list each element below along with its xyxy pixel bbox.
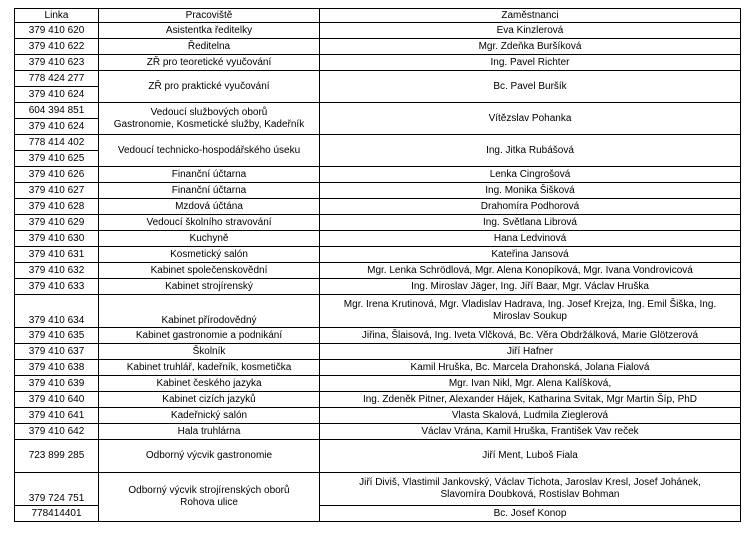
- cell-zamestnanci: Jiří Ment, Luboš Fiala: [320, 440, 741, 473]
- cell-linka: 379 410 630: [15, 231, 99, 247]
- cell-pracoviste: Kabinet společenskovědní: [99, 263, 320, 279]
- cell-pracoviste: [99, 103, 320, 135]
- table-row: [15, 328, 741, 344]
- cell-linka: 379 410 625: [15, 151, 99, 167]
- table-row: [15, 39, 741, 55]
- cell-linka: 379 410 629: [15, 215, 99, 231]
- cell-pracoviste: Vedoucí technicko-hospodářského úseku: [99, 135, 320, 167]
- cell-pracoviste: Kabinet strojírenský: [99, 279, 320, 295]
- cell-pracoviste: Kosmetický salón: [99, 247, 320, 263]
- table-row: [15, 231, 741, 247]
- cell-linka: 604 394 851: [15, 103, 99, 119]
- cell-pracoviste: Finanční účtarna: [99, 167, 320, 183]
- cell-zamestnanci: [320, 295, 741, 328]
- cell-linka: 379 410 628: [15, 199, 99, 215]
- cell-linka: 379 410 624: [15, 87, 99, 103]
- cell-zamestnanci: Mgr. Lenka Schrödlová, Mgr. Alena Konopíková, Mgr. Ivana Vondrovicová: [320, 263, 741, 279]
- table-row: [15, 424, 741, 440]
- cell-linka: 723 899 285: [15, 440, 99, 473]
- cell-linka: 379 410 633: [15, 279, 99, 295]
- cell-pracoviste: Kabinet truhlář, kadeřník, kosmetička: [99, 360, 320, 376]
- cell-zamestnanci: Hana Ledvinová: [320, 231, 741, 247]
- table-row: [15, 167, 741, 183]
- table-row: [15, 408, 741, 424]
- zamestnanci-line: Miroslav Soukup: [493, 311, 567, 322]
- pracoviste-line: Rohova ulice: [180, 497, 238, 508]
- header-linka: Linka: [15, 9, 99, 23]
- cell-pracoviste: Kabinet gastronomie a podnikání: [99, 328, 320, 344]
- cell-pracoviste: ZŘ pro praktické vyučování: [99, 71, 320, 103]
- table-row: [15, 263, 741, 279]
- cell-zamestnanci: Lenka Cingrošová: [320, 167, 741, 183]
- cell-linka: 778 414 402: [15, 135, 99, 151]
- cell-linka: 379 410 642: [15, 424, 99, 440]
- table-row: [15, 135, 741, 151]
- cell-linka: 379 410 627: [15, 183, 99, 199]
- cell-pracoviste: Ředitelna: [99, 39, 320, 55]
- table-row: [15, 360, 741, 376]
- table-row: [15, 215, 741, 231]
- cell-linka: 379 410 632: [15, 263, 99, 279]
- cell-linka: 379 410 626: [15, 167, 99, 183]
- table-row: [15, 199, 741, 215]
- cell-linka: 379 410 637: [15, 344, 99, 360]
- pracoviste-line: Vedoucí službových oborů: [150, 106, 268, 118]
- cell-zamestnanci: Jiřina, Šlaisová, Ing. Iveta Vlčková, Bc. Věra Obdržálková, Marie Glötzerová: [320, 328, 741, 344]
- table-row: [15, 376, 741, 392]
- cell-zamestnanci: Ing. Jitka Rubášová: [320, 135, 741, 167]
- cell-zamestnanci: Ing. Monika Šišková: [320, 183, 741, 199]
- cell-linka: 379 410 631: [15, 247, 99, 263]
- cell-pracoviste: Hala truhlárna: [99, 424, 320, 440]
- cell-linka: 379 410 641: [15, 408, 99, 424]
- cell-zamestnanci: Eva Kinzlerová: [320, 23, 741, 39]
- table-row: [15, 247, 741, 263]
- cell-zamestnanci: Vlasta Skalová, Ludmila Zieglerová: [320, 408, 741, 424]
- cell-pracoviste: [99, 473, 320, 522]
- cell-linka: 379 410 624: [15, 119, 99, 135]
- cell-zamestnanci: Mgr. Zdeňka Buršíková: [320, 39, 741, 55]
- cell-zamestnanci: Bc. Pavel Buršík: [320, 71, 741, 103]
- cell-zamestnanci: Drahomíra Podhorová: [320, 199, 741, 215]
- cell-linka: 778414401: [15, 506, 99, 522]
- pracoviste-line: Odborný výcvik strojírenských oborů: [128, 485, 290, 496]
- cell-zamestnanci: Kamil Hruška, Bc. Marcela Drahonská, Jolana Fialová: [320, 360, 741, 376]
- cell-zamestnanci: Bc. Josef Konop: [320, 506, 741, 522]
- table-row: [15, 103, 741, 119]
- cell-pracoviste: Vedoucí školního stravování: [99, 215, 320, 231]
- cell-linka: 379 410 620: [15, 23, 99, 39]
- table-row: [15, 71, 741, 87]
- cell-pracoviste: Mzdová účtána: [99, 199, 320, 215]
- cell-zamestnanci: Vítězslav Pohanka: [320, 103, 741, 135]
- header-zamestnanci: Zaměstnanci: [320, 9, 741, 23]
- cell-zamestnanci: Ing. Miroslav Jäger, Ing. Jiří Baar, Mgr. Václav Hruška: [320, 279, 741, 295]
- cell-linka: 379 410 622: [15, 39, 99, 55]
- table-row: [15, 392, 741, 408]
- cell-pracoviste: Kuchyně: [99, 231, 320, 247]
- cell-linka: 379 410 634: [15, 295, 99, 328]
- cell-linka: 379 724 751: [15, 473, 99, 506]
- cell-pracoviste: ZŘ pro teoretické vyučování: [99, 55, 320, 71]
- cell-zamestnanci: Mgr. Ivan Nikl, Mgr. Alena Kalíšková,: [320, 376, 741, 392]
- zamestnanci-line: Slavomíra Doubková, Rostislav Bohman: [440, 489, 620, 500]
- cell-pracoviste: Kadeřnický salón: [99, 408, 320, 424]
- phone-directory-table: [14, 8, 741, 522]
- cell-linka: 379 410 639: [15, 376, 99, 392]
- cell-pracoviste: Odborný výcvik gastronomie: [99, 440, 320, 473]
- cell-linka: 778 424 277: [15, 71, 99, 87]
- cell-pracoviste: Finanční účtarna: [99, 183, 320, 199]
- table-row: [15, 23, 741, 39]
- cell-zamestnanci: Ing. Zdeněk Pitner, Alexander Hájek, Katharina Svitak, Mgr Martin Šíp, PhD: [320, 392, 741, 408]
- cell-linka: 379 410 638: [15, 360, 99, 376]
- cell-linka: 379 410 640: [15, 392, 99, 408]
- cell-pracoviste: Kabinet přírodovědný: [99, 295, 320, 328]
- table-row: [15, 183, 741, 199]
- cell-linka: 379 410 623: [15, 55, 99, 71]
- table-row: [15, 440, 741, 473]
- zamestnanci-line: Mgr. Irena Krutinová, Mgr. Vladislav Hadrava, Ing. Josef Krejza, Ing. Emil Šiška, Ing.: [343, 299, 717, 310]
- cell-pracoviste: Asistentka ředitelky: [99, 23, 320, 39]
- cell-pracoviste: Kabinet českého jazyka: [99, 376, 320, 392]
- cell-zamestnanci: [320, 473, 741, 506]
- cell-linka: 379 410 635: [15, 328, 99, 344]
- header-row: [15, 9, 741, 23]
- cell-zamestnanci: Kateřina Jansová: [320, 247, 741, 263]
- cell-zamestnanci: Jiří Hafner: [320, 344, 741, 360]
- cell-zamestnanci: Václav Vrána, Kamil Hruška, František Vav reček: [320, 424, 741, 440]
- pracoviste-line: Gastronomie, Kosmetické služby, Kadeřník: [113, 118, 305, 130]
- table-row: [15, 344, 741, 360]
- cell-pracoviste: Školník: [99, 344, 320, 360]
- table-row: [15, 295, 741, 328]
- cell-zamestnanci: Ing. Světlana Librová: [320, 215, 741, 231]
- cell-zamestnanci: Ing. Pavel Richter: [320, 55, 741, 71]
- zamestnanci-line: Jiří Diviš, Vlastimil Jankovský, Václav Tichota, Jaroslav Kresl, Josef Johánek,: [359, 477, 701, 488]
- cell-pracoviste: Kabinet cizích jazyků: [99, 392, 320, 408]
- table-row: [15, 473, 741, 506]
- table-row: [15, 279, 741, 295]
- header-pracoviste: Pracoviště: [99, 9, 320, 23]
- table-row: [15, 55, 741, 71]
